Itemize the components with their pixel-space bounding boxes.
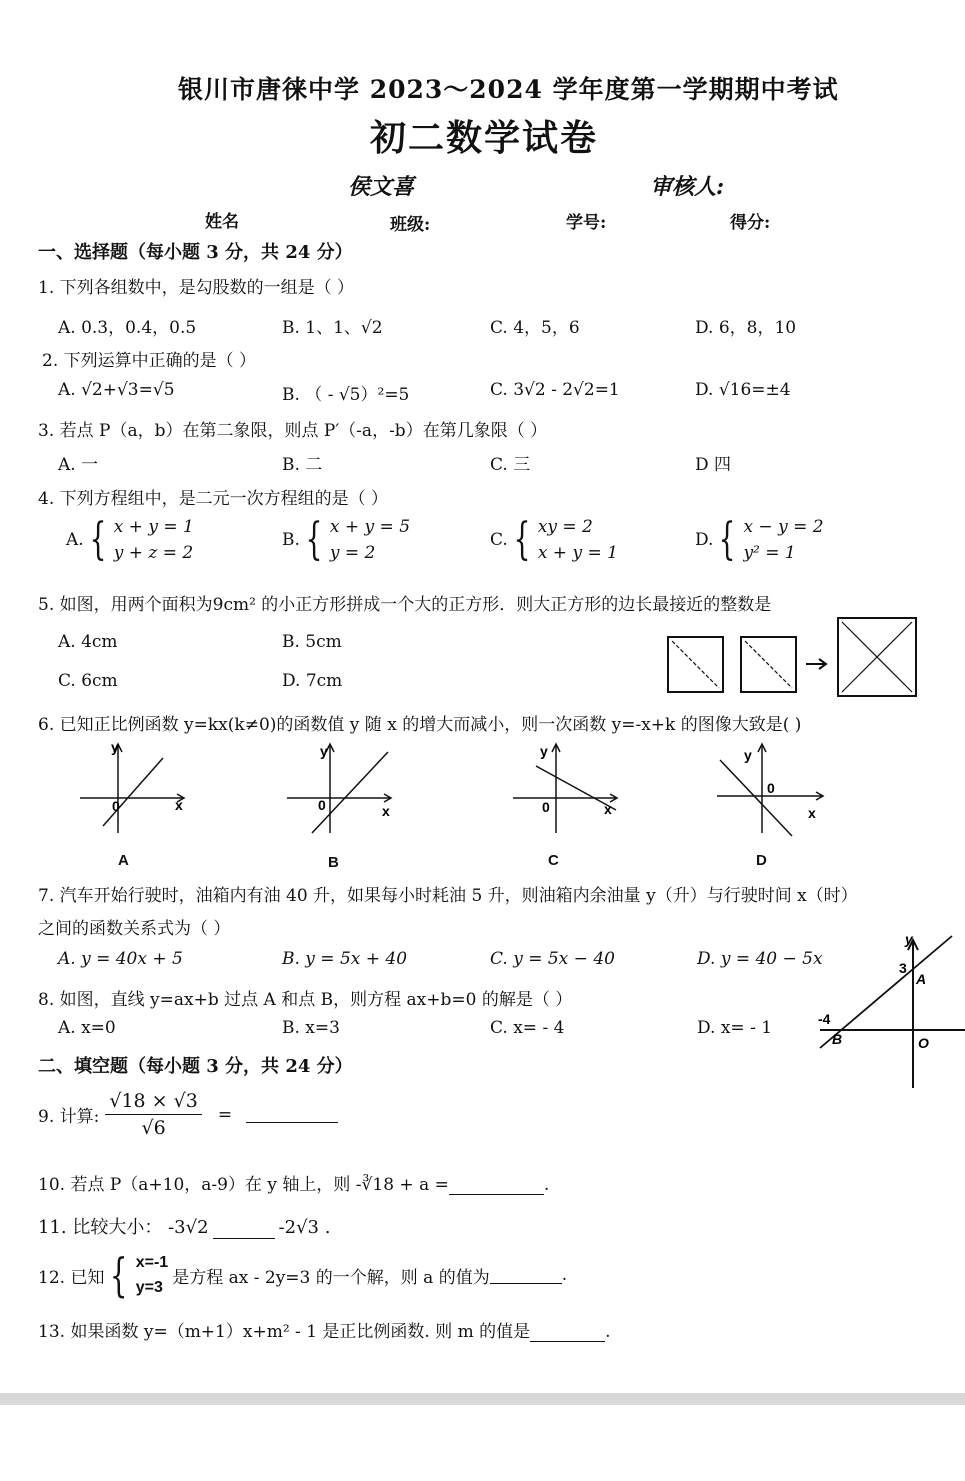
q6-label-b: B — [328, 854, 339, 871]
q8-neg4-label: -4 — [818, 1011, 831, 1027]
page-bottom-divider — [0, 1393, 965, 1405]
section-choice-title: 一、选择题（每小题 3 分，共 24 分） — [38, 242, 353, 263]
question-5-stem: 5. 如图，用两个面积为9cm² 的小正方形拼成一个大的正方形．则大正方形的边长最接近的整数是 — [38, 595, 772, 615]
q4-label-a: A. — [66, 530, 84, 550]
q12-text: 是方程 ax - 2y=3 的一个解，则 a 的值为 — [172, 1267, 490, 1288]
q12-answer-blank — [490, 1267, 562, 1284]
question-9 — [38, 1090, 338, 1139]
q9-fraction — [105, 1090, 201, 1139]
q1-option-d: D. 6，8，10 — [695, 318, 797, 338]
name-field: 姓名 — [205, 212, 239, 232]
q4-label-b: B. — [282, 530, 300, 550]
q5-option-c: C. 6cm — [58, 671, 118, 691]
q3-option-a: A. 一 — [58, 455, 99, 475]
q13-end: . — [605, 1322, 611, 1342]
q4-c-eq2: x + y = 1 — [537, 543, 618, 563]
q4-b-eq1: x + y = 5 — [329, 517, 411, 537]
reviewer-label: 审核人: — [650, 174, 725, 200]
q7-option-b: B. y = 5x + 40 — [282, 949, 408, 969]
q2-option-b: B. （ - √5）²=5 — [282, 385, 410, 405]
q4-c-eq1: xy = 2 — [537, 517, 593, 537]
q13-answer-blank — [530, 1325, 605, 1342]
q9-numerator: √18 × √3 — [105, 1090, 201, 1115]
student-id-field: 学号: — [566, 213, 607, 233]
author-signature: 侯文喜 — [348, 174, 415, 200]
q4-label-d: D. — [695, 530, 714, 550]
class-field: 班级: — [390, 215, 431, 235]
q12-sys-line1: x=-1 — [135, 1254, 169, 1271]
q3-option-b: B. 二 — [282, 455, 323, 475]
exam-title-line1: 银川市唐徕中学 2023～2024 学年度第一学期期中考试 — [178, 75, 839, 104]
q8-option-c: C. x= - 4 — [490, 1018, 565, 1038]
q12-end: . — [561, 1265, 568, 1285]
q11-text: 11. 比较大小： -3√2 — [38, 1217, 209, 1238]
q4-option-a: A. { x + y = 1 y + z = 2 — [66, 514, 194, 565]
q6d-x-label: x — [808, 805, 816, 821]
question-6-stem: 6. 已知正比例函数 y=kx(k≠0)的函数值 y 随 x 的增大而减小，则一次函数 y=-x+k 的图像大致是( ) — [38, 715, 802, 735]
q6b-origin-label: 0 — [318, 797, 326, 813]
q8-option-b: B. x=3 — [282, 1018, 340, 1038]
q5-option-b: B. 5cm — [282, 632, 342, 652]
question-12: 12. 已知 { x=-1 y=3 是方程 ax - 2y=3 的一个解，则 a 的值为 . — [38, 1248, 568, 1302]
q6-label-a: A — [118, 852, 129, 869]
q9-prefix: 9. 计算: — [38, 1107, 100, 1127]
q12-prefix: 12. 已知 — [38, 1267, 105, 1288]
q6-graph-b — [282, 738, 402, 838]
q2-option-c: C. 3√2 - 2√2=1 — [490, 380, 620, 400]
q4-a-eq2: y + z = 2 — [113, 543, 194, 563]
q2-option-a: A. √2+√3=√5 — [58, 380, 175, 400]
q13-text: 13. 如果函数 y=（m+1）x+m² - 1 是正比例函数. 则 m 的值是 — [38, 1322, 531, 1342]
q7-option-d: D. y = 40 − 5x — [697, 949, 823, 969]
q8-point-a-label: A — [916, 971, 927, 987]
q3-option-c: C. 三 — [490, 455, 531, 475]
q8-origin-label: O — [918, 1035, 929, 1051]
q7-option-a: A. y = 40x + 5 — [58, 949, 183, 969]
q6-label-d: D — [756, 852, 767, 869]
question-7-stem-line2: 之间的函数关系式为（ ） — [38, 919, 231, 939]
q10-text: 10. 若点 P（a+10，a-9）在 y 轴上，则 -∛18 + a = — [38, 1175, 449, 1195]
q6d-origin-label: 0 — [767, 780, 775, 796]
q4-d-eq1: x − y = 2 — [743, 517, 824, 537]
q6d-y-label: y — [744, 747, 752, 763]
question-3-stem: 3. 若点 P（a，b）在第二象限，则点 P′（-a，-b）在第几象限（ ） — [38, 421, 548, 441]
q4-option-d: D. { x − y = 2 y² = 1 — [695, 514, 824, 565]
question-11 — [38, 1213, 330, 1239]
q9-denominator: √6 — [141, 1117, 166, 1139]
q6-graph-c — [508, 738, 628, 838]
q6a-y-label: y — [111, 739, 119, 755]
q6c-y-label: y — [540, 743, 548, 759]
q12-sys-line2: y=3 — [135, 1279, 163, 1296]
q4-a-eq1: x + y = 1 — [113, 517, 194, 537]
q8-option-a: A. x=0 — [58, 1018, 116, 1038]
question-4-stem: 4. 下列方程组中，是二元一次方程组的是（ ） — [38, 489, 389, 509]
question-1-stem: 1. 下列各组数中，是勾股数的一组是（ ） — [38, 278, 355, 298]
q1-option-c: C. 4，5，6 — [490, 318, 580, 338]
q6b-y-label: y — [320, 743, 328, 759]
q6b-x-label: x — [382, 803, 390, 819]
q11-answer-blank — [213, 1222, 275, 1239]
q6c-x-label: x — [604, 801, 612, 817]
q1-option-b: B. 1、1、√2 — [282, 318, 383, 338]
score-field: 得分: — [730, 213, 771, 233]
q5-option-a: A. 4cm — [58, 632, 118, 652]
question-8-stem: 8. 如图，直线 y=ax+b 过点 A 和点 B，则方程 ax+b=0 的解是（ ） — [38, 990, 573, 1010]
q4-b-eq2: y = 2 — [329, 543, 376, 563]
q10-end: . — [543, 1175, 550, 1195]
q2-option-d: D. √16=±4 — [695, 380, 791, 400]
q11-right: -2√3 . — [278, 1217, 331, 1238]
q8-y-label: y — [905, 931, 913, 947]
q8-line-graph — [810, 928, 965, 1090]
q9-equals: = — [217, 1104, 233, 1125]
q4-option-c: C. { xy = 2 x + y = 1 — [490, 514, 618, 565]
section-fill-title: 二、填空题（每小题 3 分，共 24 分） — [38, 1056, 353, 1077]
q6a-origin-label: 0 — [112, 798, 120, 814]
exam-title-line2: 初二数学试卷 — [370, 117, 599, 159]
q8-point-b-label: B — [832, 1031, 843, 1047]
q6-label-c: C — [548, 852, 559, 869]
q4-option-b: B. { x + y = 5 y = 2 — [282, 514, 411, 565]
q3-option-d: D 四 — [695, 455, 732, 475]
q5-option-d: D. 7cm — [282, 671, 343, 691]
squares-figure — [660, 612, 925, 702]
question-2-stem: 2. 下列运算中正确的是（ ） — [42, 351, 257, 371]
q4-d-eq2: y² = 1 — [743, 543, 796, 563]
q6a-x-label: x — [175, 797, 183, 813]
question-7-stem-line1: 7. 汽车开始行驶时，油箱内有油 40 升，如果每小时耗油 5 升，则油箱内余油量 y（升）与行驶时间 x（时） — [38, 886, 858, 906]
q4-label-c: C. — [490, 530, 508, 550]
q9-answer-blank — [246, 1106, 338, 1123]
q6-graph-a — [75, 738, 195, 838]
q7-option-c: C. y = 5x − 40 — [490, 949, 615, 969]
q6-graph-d — [712, 738, 832, 838]
q8-option-d: D. x= - 1 — [697, 1018, 773, 1038]
q1-option-a: A. 0.3，0.4，0.5 — [58, 318, 197, 338]
question-13 — [38, 1317, 611, 1342]
q10-answer-blank — [449, 1178, 544, 1195]
question-10 — [38, 1170, 549, 1195]
q8-three-label: 3 — [899, 960, 907, 976]
q6c-origin-label: 0 — [542, 799, 550, 815]
